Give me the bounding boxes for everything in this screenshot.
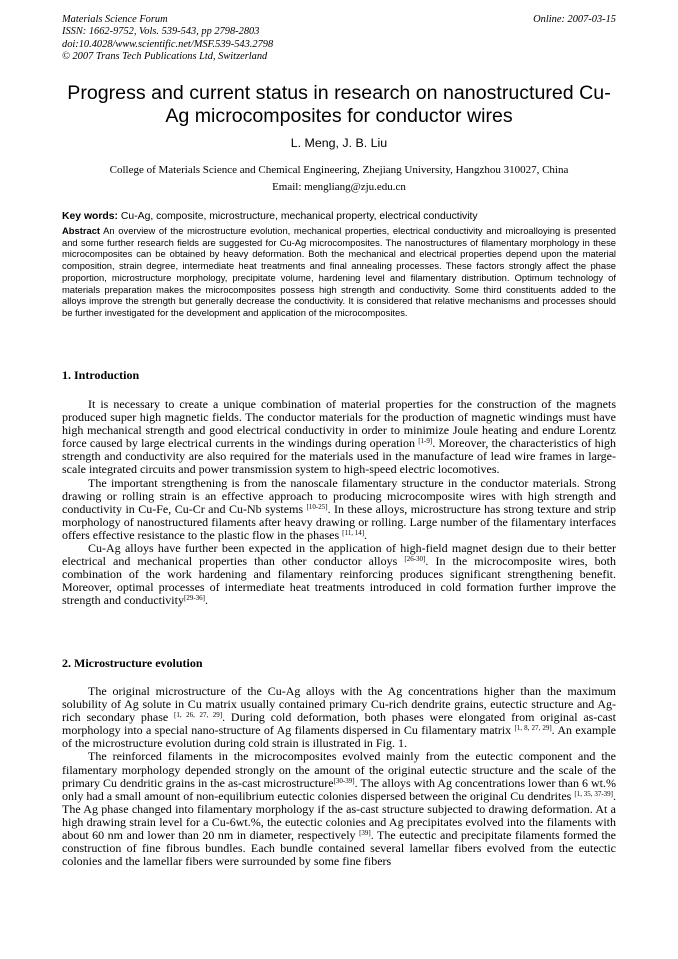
- text-run: .: [204, 593, 208, 608]
- paragraph: [62, 750, 616, 868]
- text-run: . In these alloys, microstructure has strong texture and strip morphology of nanostructured filaments after heavy drawing or rolling. Large number of the filamentary interfaces offers effective resistance to the plastic flow in the phases: [62, 501, 616, 542]
- paragraph: [62, 477, 616, 542]
- journal-name: Materials Science Forum: [62, 14, 168, 25]
- text-run: .: [364, 527, 368, 542]
- text-run: The reinforced filaments in the microcomposites evolved mainly from the eutectic component and the filamentary morphology depended strongly on the amount of the original eutectic structure and the scale of the primary Cu dendritic grains in the as-cast microstructure: [62, 749, 616, 790]
- authors: L. Meng, J. B. Liu: [290, 136, 388, 150]
- text-run: . The Ag phase changed into filamentary morphology if the as-cast structure subjected to drawing deformation. At a high drawing strain level for a Cu-6wt.%, the eutectic colonies and Ag precipitates evolved into the filaments with about 60 nm and lower than 20 nm in diameter, respectively: [62, 788, 616, 843]
- online-date: Online: 2007-03-15: [533, 14, 616, 25]
- issn-line: ISSN: 1662-9752, Vols. 539-543, pp 2798-2803: [62, 26, 260, 38]
- citation: [39]: [359, 829, 371, 838]
- text-run: . The alloys with Ag concentrations lower than 6 wt.% only had a small amount of non-equilibrium eutectic colonies dispersed between the original Cu dendrites: [62, 775, 616, 803]
- doi-line: doi:10.4028/www.scientific.net/MSF.539-543.2798: [62, 38, 274, 50]
- citation: [1, 35, 37-39]: [574, 789, 613, 798]
- citation: [11, 14]: [342, 528, 365, 537]
- abstract-text: An overview of the microstructure evolution, mechanical properties, electrical conductivity and microalloying is presented and some further research fields are suggested for Cu-Ag microcomposites. The nanostructures of filamentary morphology in these microcomposites can be obtained by heavy deformation. Both the mechanical and electrical properties depend upon the material composition, strain degree, intermediate heat treatments and final annealing processes. These factors strongly affect the phase proportion, microstructure morphology, precipitate volume, hardening level and filamentary distribution. Optimum technology of materials preparation makes the microcomposites possess high strength and conductivity. Some third constituents added to the alloys improve the strength but generally decrease the conductivity. It is considered that relative mechanisms and processes should be further investigated for the development and application of the microcomposites.: [62, 225, 616, 318]
- email: Email: mengliang@zju.edu.cn: [272, 181, 406, 193]
- citation: [1-9]: [418, 437, 433, 446]
- citation: [29-36]: [183, 594, 205, 603]
- text-run: . An example of the microstructure evolution during cold strain is illustrated in Fig. 1.: [62, 723, 616, 751]
- section-body-introduction: [62, 398, 616, 608]
- text-run: The original microstructure of the Cu-Ag alloys with the Ag concentrations higher than the maximum solubility of Ag solute in Cu matrix usually contained primary Cu-rich dendrite grains, eutectic structure and Ag-rich secondary phase: [62, 684, 616, 725]
- text-run: . During cold deformation, both phases were elongated from original as-cast morphology into a special nano-structure of Ag filaments dispersed in Cu filamentary matrix: [62, 710, 617, 738]
- citation: [30-39]: [333, 776, 355, 785]
- page-header: [62, 14, 616, 64]
- paragraph: [62, 542, 616, 607]
- affiliation-block: [62, 162, 616, 196]
- abstract: [62, 225, 616, 319]
- keywords: [62, 211, 616, 222]
- text-run: It is necessary to create a unique combination of material properties for the construction of the magnets produced super high magnetic fields. The conductor materials for the production of magnetic windings must have high mechanical strength and good electrical conductivity in order to minimize Joule heating and endure Lorentz force caused by large electrical currents in the windings during operation: [62, 397, 616, 451]
- text-run: . Moreover, the characteristics of high strength and conductivity are also required for the materials used in the manufacture of lead wire frames in large-scale integrated circuits and power transmission system to high-speed electric locomotives.: [62, 436, 616, 477]
- affiliation: College of Materials Science and Chemical Engineering, Zhejiang University, Hangzhou 310027, China: [109, 164, 569, 176]
- keywords-label: Key words:: [62, 211, 119, 222]
- keywords-text: Cu-Ag, composite, microstructure, mechanical property, electrical conductivity: [120, 211, 478, 222]
- text-run: Cu-Ag alloys have further been expected in the application of high-field magnet design due to their better electrical and mechanical properties than other conductor alloys: [62, 541, 616, 569]
- citation: [26-30]: [404, 555, 426, 564]
- citation: [1, 8, 27, 29]: [514, 724, 552, 733]
- abstract-label: Abstract: [62, 225, 101, 236]
- text-run: . In the microcomposite wires, both combination of the work hardening and filamentary reinforcing produces significant strengthening benefit. Moreover, optimal processes of intermediate heat treatments introduced in cold formation further improve the strength and conductivity: [62, 554, 617, 608]
- text-run: The important strengthening is from the nanoscale filamentary structure in the conductor materials. Strong drawing or rolling strain is an effective approach to producing microcomposite wires with high strength and conductivity in Cu-Fe, Cu-Cr and Cu-Nb systems: [62, 475, 616, 516]
- section-heading-microstructure: 2. Microstructure evolution: [62, 656, 203, 670]
- citation: [1, 26, 27, 29]: [174, 711, 223, 720]
- section-body-microstructure: [62, 685, 616, 868]
- section-heading-introduction: 1. Introduction: [62, 368, 140, 382]
- copyright-line: © 2007 Trans Tech Publications Ltd, Switzerland: [62, 51, 268, 63]
- paragraph: [62, 685, 616, 750]
- paper-title: Progress and current status in research on nanostructured Cu-Ag microcomposites for conductor wires: [67, 82, 611, 127]
- text-run: . The eutectic and precipitate filaments formed the construction of fine fibrous bundles. Each bundle contained several lamellar fibers evolved from the eutectic colonies and the lamellar fibers were surrounded by some fine fibers: [62, 828, 616, 869]
- citation: [10-25]: [306, 502, 328, 511]
- paragraph: [62, 398, 616, 477]
